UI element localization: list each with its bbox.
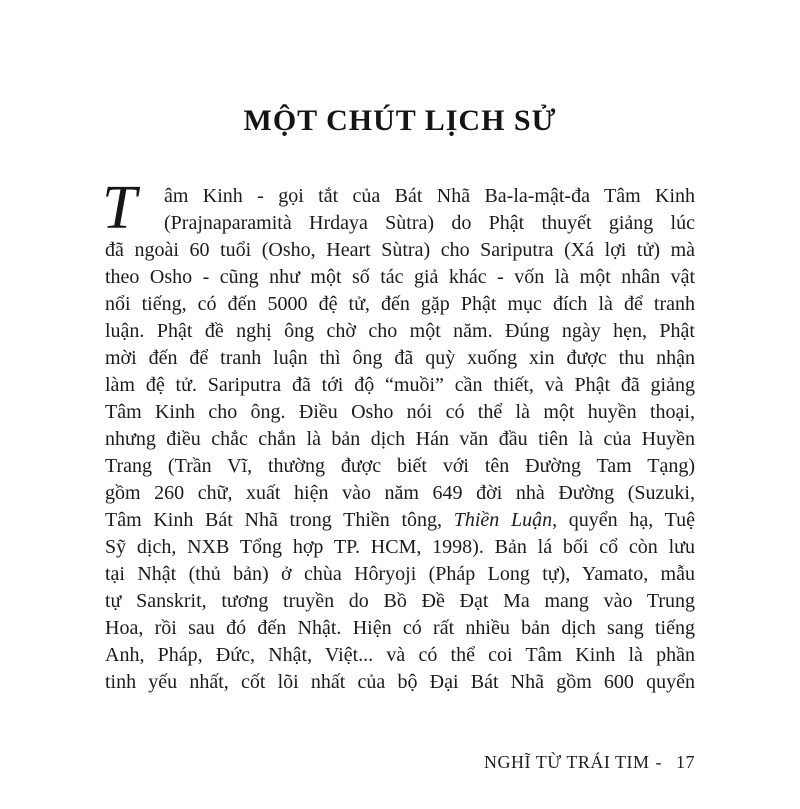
page-title: MỘT CHÚT LỊCH SỬ <box>243 104 557 137</box>
body-text <box>102 174 695 696</box>
text-line: Tâm Kinh Bát Nhã trong Thiền tông, Thiền Luận, quyển hạ, Tuệ <box>105 509 695 531</box>
text-line: Anh, Pháp, Đức, Nhật, Việt... và có thể coi Tâm Kinh là phần <box>105 644 695 666</box>
text-line: theo Osho - cũng như một số tác giả khác - vốn là một nhân vật <box>105 266 695 288</box>
text-line: tinh yếu nhất, cốt lõi nhất của bộ Đại Bát Nhã gồm 600 quyển <box>105 671 695 693</box>
text-line: Tâm Kinh cho ông. Điều Osho nói có thể là một huyền thoại, <box>105 401 695 423</box>
page-footer <box>484 752 695 773</box>
text-line: Hoa, rồi sau đó đến Nhật. Hiện có rất nhiều bản dịch sang tiếng <box>105 617 695 639</box>
text-line: tại Nhật (thủ bản) ở chùa Hôryoji (Pháp Long tự), Yamato, mẫu <box>105 563 695 585</box>
text-line: Sỹ dịch, NXB Tổng hợp TP. HCM, 1998). Bản lá bối cổ còn lưu <box>105 536 695 558</box>
text-line: nhưng điều chắc chắn là bản dịch Hán văn đầu tiên là của Huyền <box>105 428 695 450</box>
text-line: nổi tiếng, có đến 5000 đệ tử, đến gặp Phật mục đích là để tranh <box>105 293 695 315</box>
text-line: mời đến để tranh luận thì ông đã quỳ xuống xin được thu nhận <box>105 347 695 369</box>
text-line: âm Kinh - gọi tắt của Bát Nhã Ba-la-mật-đa Tâm Kinh <box>164 185 695 207</box>
text-line: tự Sanskrit, tương truyền do Bồ Đề Đạt Ma mang vào Trung <box>105 590 695 612</box>
text-line: đã ngoài 60 tuổi (Osho, Heart Sùtra) cho Sariputra (Xá lợi tử) mà <box>105 239 695 261</box>
text-line: luận. Phật đề nghị ông chờ cho một năm. Đúng ngày hẹn, Phật <box>105 320 695 342</box>
text-line: (Prajnaparamità Hrdaya Sùtra) do Phật thuyết giảng lúc <box>164 212 695 234</box>
footer-book-title: NGHĨ TỪ TRÁI TIM <box>484 752 650 772</box>
text-line: Trang (Trần Vĩ, thường được biết với tên Đường Tam Tạng) <box>105 455 695 477</box>
text-line: làm đệ tử. Sariputra đã tới độ “muồi” cần thiết, và Phật đã giảng <box>105 374 695 396</box>
drop-cap: T <box>102 174 137 242</box>
text-line: gồm 260 chữ, xuất hiện vào năm 649 đời nhà Đường (Suzuki, <box>105 482 695 504</box>
footer-separator: - <box>655 752 662 772</box>
paragraph <box>105 183 695 696</box>
page-number: 17 <box>676 752 695 772</box>
